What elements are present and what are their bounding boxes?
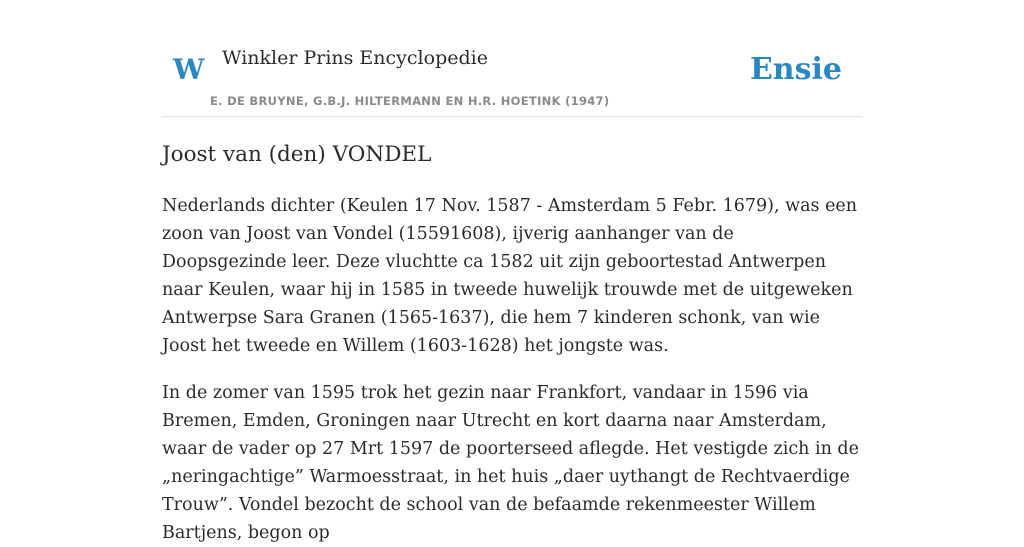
authors-credit: E. DE BRUYNE, G.B.J. HILTERMANN EN H.R. HOETINK (1947) [210, 94, 610, 108]
site-logo-w[interactable]: W [173, 53, 205, 86]
ensie-brand-logo[interactable]: Ensie [749, 52, 842, 87]
site-title[interactable]: Winkler Prins Encyclopedie [222, 47, 488, 69]
article-paragraph-2: In de zomer van 1595 trok het gezin naar Frankfort, vandaar in 1596 via Bremen, Emden, Groningen naar Utrecht en kort daarna naar Amsterdam, waar de vader op 27 Mrt 1597 de poorterseed aflegde. Het vestigde zich in de „neringachtige” Warmoesstraat, in het huis „daer uythangt de Rechtvaerdige Trouw”. Vondel bezocht de school van de befaamde rekenmeester Willem Bartjens, begon op [162, 383, 859, 543]
article-title: Joost van (den) VONDEL [162, 142, 432, 167]
article-body [162, 138, 862, 547]
site-header [162, 0, 862, 117]
article-paragraph-1: Nederlands dichter (Keulen 17 Nov. 1587 - Amsterdam 5 Febr. 1679), was een zoon van Joost van Vondel (15591608), ijverig aanhanger van de Doopsgezinde leer. Deze vluchtte ca 1582 uit zijn geboortestad Antwerpen naar Keulen, waar hij in 1585 in tweede huwelijk trouwde met de uitgeweken Antwerpse Sara Granen (1565-1637), die hem 7 kinderen schonk, van wie Joost het tweede en Willem (1603-1628) het jongste was. [162, 196, 858, 356]
